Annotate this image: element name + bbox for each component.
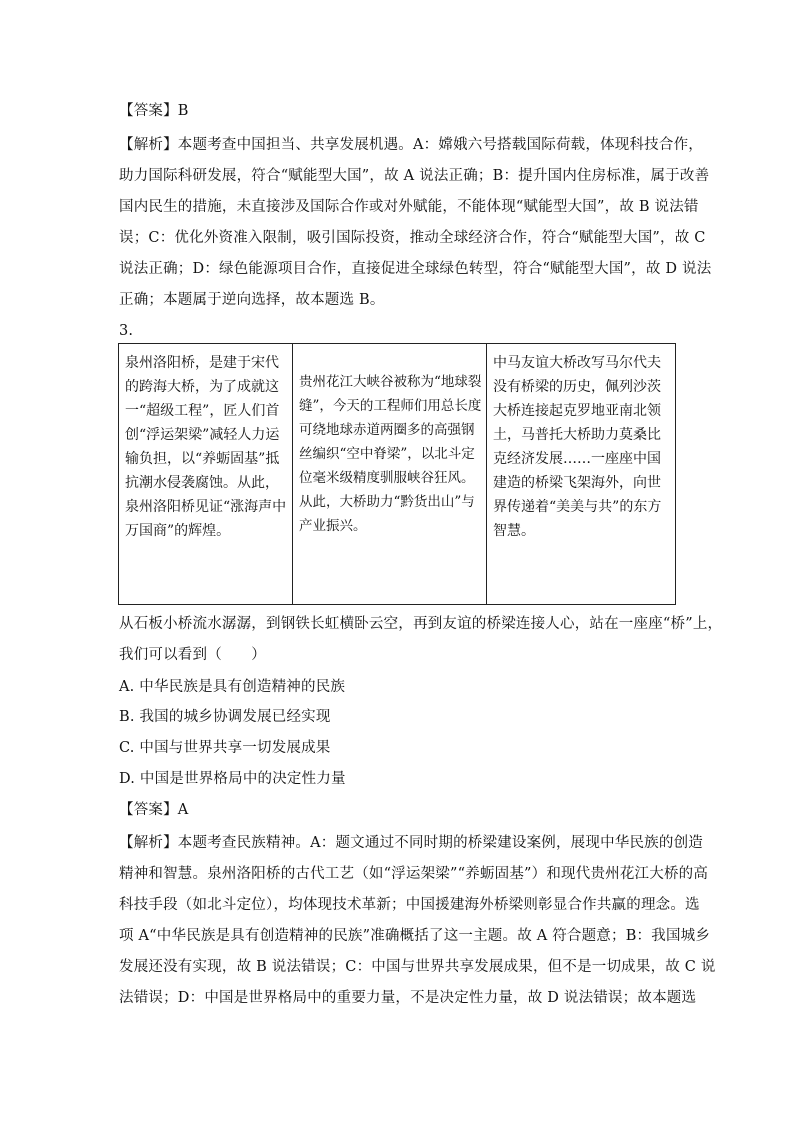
table-cell-huajiang-bridge: 贵州花江大峡谷被称为“地球裂缝”，今天的工程师们用总长度可绕地球赤道两圈多的高强钢丝编织“空中脊梁”，以北斗定位毫米级精度驯服峡谷狂风。从此，大桥助力“黔货出山”与产业振兴。 [293, 344, 487, 605]
q3-stem-line-2: 我们可以看到（ ） [119, 647, 266, 663]
table-cell-luoyang-bridge: 泉州洛阳桥，是建于宋代的跨海大桥，为了成就这一“超级工程”，匠人们首创“浮运架梁”减轻人力运输负担，以“养蛎固基”抵抗潮水侵袭腐蚀。从此，泉州洛阳桥见证“涨海声中万国商”的辉煌。 [119, 344, 293, 605]
table-row [119, 344, 676, 605]
q3-option-b: B. 我国的城乡协调发展已经实现 [119, 709, 331, 725]
q2-analysis-line-1: 【解析】本题考查中国担当、共享发展机遇。A：嫦娥六号搭载国际荷载，体现科技合作， [119, 137, 703, 153]
q3-analysis-line-6: 法错误；D：中国是世界格局中的重要力量，不是决定性力量，故 D 说法错误；故本题选 [119, 990, 697, 1006]
q3-analysis-line-4: 项 A“中华民族是具有创造精神的民族”准确概括了这一主题。故 A 符合题意；B：我国城乡 [119, 928, 711, 944]
q3-answer: 【答案】A [119, 802, 189, 818]
q3-analysis-line-5: 发展还没有实现，故 B 说法错误；C：中国与世界共享发展成果，但不是一切成果，故 C 说 [119, 959, 716, 975]
q2-analysis-line-5: 说法正确；D：绿色能源项目合作，直接促进全球绿色转型，符合“赋能型大国”，故 D 说法 [119, 261, 712, 277]
q2-analysis-line-6: 正确；本题属于逆向选择，故本题选 B。 [119, 292, 385, 308]
q3-option-c: C. 中国与世界共享一切发展成果 [119, 740, 331, 756]
q2-analysis-line-2: 助力国际科研发展，符合“赋能型大国”，故 A 说法正确；B：提升国内住房标准，属于改善 [119, 168, 710, 184]
q2-answer: 【答案】B [119, 103, 189, 119]
q3-analysis-line-1: 【解析】本题考查民族精神。A：题文通过不同时期的桥梁建设案例，展现中华民族的创造 [119, 835, 703, 851]
q3-analysis-line-3: 科技手段（如北斗定位），均体现技术革新；中国援建海外桥梁则彰显合作共赢的理念。选 [119, 897, 700, 913]
q3-number: 3. [119, 323, 134, 339]
q2-analysis-line-4: 误；C：优化外资准入限制，吸引国际投资，推动全球经济合作，符合“赋能型大国”，故 C [119, 230, 706, 246]
q3-material-table [118, 343, 676, 605]
q3-analysis-line-2: 精神和智慧。泉州洛阳桥的古代工艺（如“浮运架梁”“养蛎固基”）和现代贵州花江大桥的高 [119, 866, 709, 882]
q3-option-a: A. 中华民族是具有创造精神的民族 [119, 679, 346, 695]
q2-analysis-line-3: 国内民生的措施，未直接涉及国际合作或对外赋能，不能体现“赋能型大国”，故 B 说法错 [119, 199, 699, 215]
q3-stem-line-1: 从石板小桥流水潺潺，到钢铁长虹横卧云空，再到友谊的桥梁连接人心，站在一座座“桥”上， [119, 616, 723, 632]
q3-option-d: D. 中国是世界格局中的决定性力量 [119, 771, 346, 787]
table-cell-overseas-bridges: 中马友谊大桥改写马尔代夫没有桥梁的历史，佩列沙茨大桥连接起克罗地亚南北领土，马普托大桥助力莫桑比克经济发展……一座座中国建造的桥梁飞架海外，向世界传递着“美美与共”的东方智慧。 [487, 344, 676, 605]
